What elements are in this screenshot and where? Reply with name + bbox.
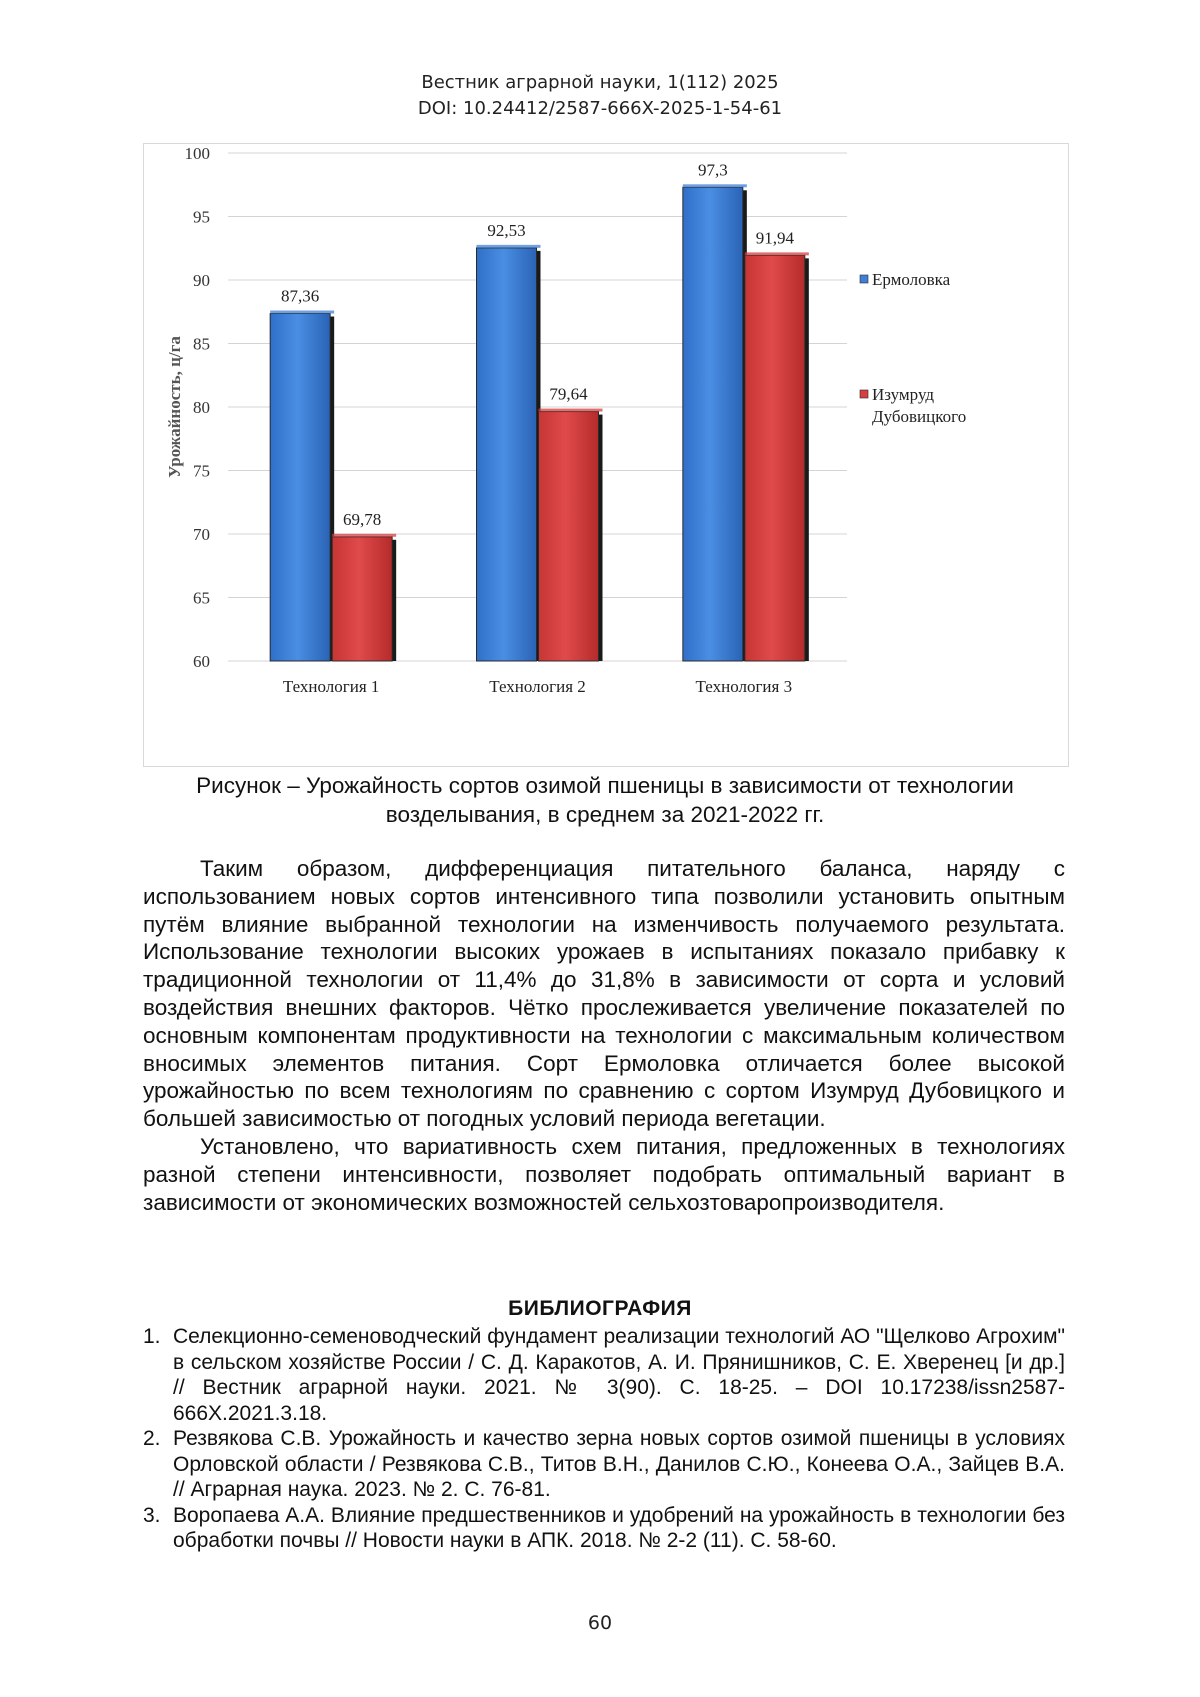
bar-top: [332, 534, 396, 537]
data-label: 79,64: [549, 384, 588, 404]
y-axis-label: Урожайность, ц/га: [165, 336, 184, 478]
yield-chart-svg: [144, 144, 1068, 766]
bibliography-heading: БИБЛИОГРАФИЯ: [508, 1297, 692, 1320]
y-tick-label: 95: [193, 207, 210, 227]
bars: [270, 160, 809, 661]
y-tick-label: 60: [193, 652, 210, 671]
body-text: [143, 855, 1065, 1216]
data-label: 69,78: [343, 509, 382, 529]
item-number: 3.: [143, 1503, 161, 1527]
yield-chart: [143, 143, 1069, 767]
legend-label-dubovitskogo: Дубовицкого: [872, 407, 967, 426]
item-number: 1.: [143, 1325, 161, 1348]
bar-top: [539, 409, 603, 412]
x-tick-labels: [283, 677, 792, 696]
y-tick-label: 100: [184, 144, 210, 163]
y-tick-label: 80: [193, 398, 210, 417]
paragraph-1: Таким образом, дифференциация питательного баланса, наряду с использованием новых сортов интенсивного типа позволили установить опытным путём влияние выбранной технологии на изменчивость получаемого результата. Использование технологии высоких урожаев в испытаниях показало прибавку к традиционной технологии от 11,4% до 31,8% в зависимости от сорта и условий воздействия внешних факторов. Чётко прослеживается увеличение показателей по основным компонентам продуктивности на технологии с максимальным количеством вносимых элементов питания. Сорт Ермоловка отличается более высокой урожайностью по всем технологиям по сравнению с сортом Изумруд Дубовицкого и большей зависимостью от погодных условий периода вегетации.: [143, 856, 1065, 1132]
bar-izumrud: [332, 537, 392, 661]
x-tick-label: Технология 1: [282, 677, 380, 696]
bar-ermolovka: [477, 248, 537, 661]
y-tick-label: 85: [193, 334, 210, 354]
y-tick-label: 70: [193, 525, 210, 544]
data-label: 97,3: [697, 160, 728, 180]
caption-line-2: возделывания, в среднем за 2021-2022 гг.: [385, 802, 825, 827]
bar-izumrud: [745, 255, 805, 661]
data-label: 91,94: [755, 228, 794, 248]
x-tick-label: Технология 3: [695, 677, 793, 696]
legend-label-ermolovka: Ермоловка: [872, 270, 951, 289]
bibliography-item: [143, 1324, 1065, 1426]
bar-izumrud: [539, 412, 599, 661]
bar-top: [270, 311, 334, 314]
bar-shadow: [805, 258, 809, 661]
bar-shadow: [599, 415, 603, 661]
figure-caption: [140, 771, 1070, 829]
bar-top: [745, 252, 809, 255]
item-text: Воропаева А.А. Влияние предшественников и удобрений на урожайность в технологии без обработки почвы // Новости науки в АПК. 2018. № 2-2 (11). С. 58-60.: [173, 1503, 1065, 1552]
paragraph-2: Установлено, что вариативность схем питания, предложенных в технологиях разной степени интенсивности, позволяет подобрать оптимальный вариант в зависимости от экономических возможностей сельхозтоваропроизводителя.: [143, 1133, 1065, 1215]
y-tick-label: 90: [193, 271, 210, 290]
bar-top: [477, 245, 541, 248]
journal-header: [0, 70, 1200, 122]
legend-label-izumrud: Изумруд: [872, 385, 935, 404]
x-tick-label: Технология 2: [489, 677, 586, 696]
bibliography-item: [143, 1503, 1065, 1554]
bar-shadow: [392, 540, 396, 661]
data-label: 87,36: [281, 286, 320, 306]
y-tick-labels: [185, 144, 211, 671]
legend-swatch-ermolovka: [860, 275, 868, 283]
item-text: Селекционно-семеноводческий фундамент реализации технологий АО "Щелково Агрохим" в сельском хозяйстве России / С. Д. Каракотов, А. И. Прянишников, С. Е. Хверенец [и др.] // Вестник аграрной науки. 2021. № 3(90). С. 18-25. – DOI 10.17238/issn2587-666X.2021.3.18.: [173, 1325, 1065, 1425]
caption-line-1: Рисунок – Урожайность сортов озимой пшеницы в зависимости от технологии: [196, 773, 1014, 798]
journal-title: Вестник аграрной науки, 1(112) 2025: [421, 72, 779, 93]
legend-swatch-izumrud: [860, 390, 868, 398]
legend: [860, 270, 966, 426]
bar-ermolovka: [683, 187, 743, 661]
bibliography-list: [143, 1324, 1065, 1554]
bar-top: [683, 184, 747, 187]
journal-doi: DOI: 10.24412/2587-666X-2025-1-54-61: [417, 98, 783, 119]
bibliography-item: [143, 1426, 1065, 1503]
bar-ermolovka: [270, 314, 330, 661]
y-tick-label: 75: [193, 461, 210, 481]
data-label: 92,53: [487, 220, 526, 240]
item-text: Резвякова С.В. Урожайность и качество зерна новых сортов озимой пшеницы в условиях Орловской области / Резвякова С.В., Титов В.Н., Данилов С.Ю., Конеева О.А., Зайцев В.А. // Аграрная наука. 2023. № 2. С. 76-81.: [173, 1427, 1065, 1501]
page-number: 60: [587, 1612, 613, 1634]
y-tick-label: 65: [193, 588, 210, 608]
item-number: 2.: [143, 1427, 161, 1450]
